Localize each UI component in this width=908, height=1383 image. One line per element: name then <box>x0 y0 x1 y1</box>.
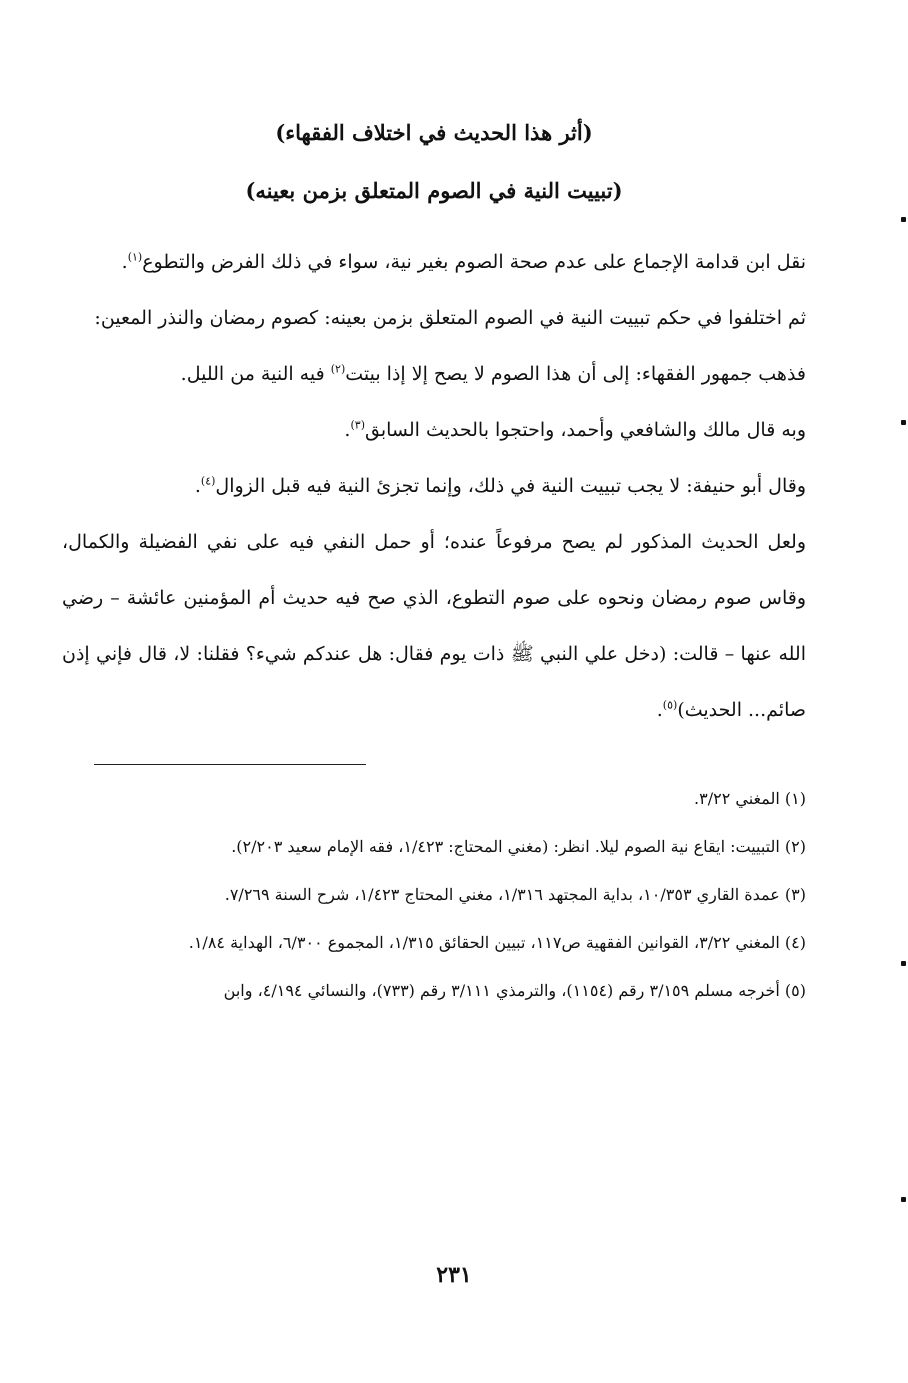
footnotes <box>62 775 806 1015</box>
paragraph: وبه قال مالك والشافعي وأحمد، واحتجوا بالحديث السابق$^{(٣)}$. <box>344 418 806 441</box>
footnote: (١) المغني ٣/٢٢. <box>694 789 806 808</box>
paragraph: وقال أبو حنيفة: لا يجب تبييت النية في ذلك، وإنما تجزئ النية فيه قبل الزوال$^{(٤)}$. <box>194 474 806 497</box>
footnote: (٥) أخرجه مسلم ٣/١٥٩ رقم (١١٥٤)، والترمذي ٣/١١١ رقم (٧٣٣)، والنسائي ٤/١٩٤، وابن <box>223 981 806 1000</box>
footnote: (٤) المغني ٣/٢٢، القوانين الفقهية ص١١٧، تبيين الحقائق ١/٣١٥، المجموع ٦/٣٠٠، الهداية ١/٨٤. <box>188 933 806 952</box>
paragraph: ثم اختلفوا في حكم تبييت النية في الصوم المتعلق بزمن بعينه: كصوم رمضان والنذر المعين: <box>94 307 806 329</box>
footnote-ref[interactable]: (٥) <box>662 698 678 712</box>
paragraph: ولعل الحديث المذكور لم يصح مرفوعاً عنده؛ أو حمل النفي فيه على نفي الفضيلة والكمال، وقاس صوم رمضان ونحوه على صوم التطوع، الذي صح فيه حديث أم المؤمنين عائشة – رضي الله عنها – قالت: (دخل علي النبي ﷺ ذات يوم فقال: هل عندكم شيء؟ فقلنا: لا، قال فإني إذن صائم... الحديث)$^{(٥)}$. <box>62 531 806 721</box>
margin-mark <box>901 217 906 222</box>
margin-mark <box>901 1197 906 1202</box>
footnote-ref[interactable]: (٢) <box>330 362 346 376</box>
footnote-ref[interactable]: (١) <box>127 250 143 264</box>
footnote-ref[interactable]: (٤) <box>200 474 216 488</box>
footnote-ref[interactable]: (٣) <box>350 418 365 432</box>
footnote-separator <box>94 764 366 765</box>
footnote: (٢) التبييت: ايقاع نية الصوم ليلا. انظر: (مغني المحتاج: ١/٤٢٣، فقه الإمام سعيد ٢/٢٠٣). <box>231 837 806 856</box>
margin-mark <box>901 961 906 966</box>
paragraph: نقل ابن قدامة الإجماع على عدم صحة الصوم بغير نية، سواء في ذلك الفرض والتطوع$^{(١)}$. <box>121 250 806 273</box>
margin-mark <box>901 420 906 425</box>
sub-heading: (تبييت النية في الصوم المتعلق بزمن بعينه) <box>245 178 623 203</box>
paragraph: فذهب جمهور الفقهاء: إلى أن هذا الصوم لا يصح إلا إذا بيتت$^{(٢)}$ فيه النية من الليل. <box>180 362 806 385</box>
page-number: ٢٣١ <box>436 1262 472 1288</box>
main-heading: (أثر هذا الحديث في اختلاف الفقهاء) <box>275 120 593 145</box>
footnote: (٣) عمدة القاري ١٠/٣٥٣، بداية المجتهد ١/٣١٦، مغني المحتاج ١/٤٢٣، شرح السنة ٧/٢٦٩. <box>224 885 806 904</box>
body-text <box>62 234 806 738</box>
page-content <box>62 118 806 1015</box>
